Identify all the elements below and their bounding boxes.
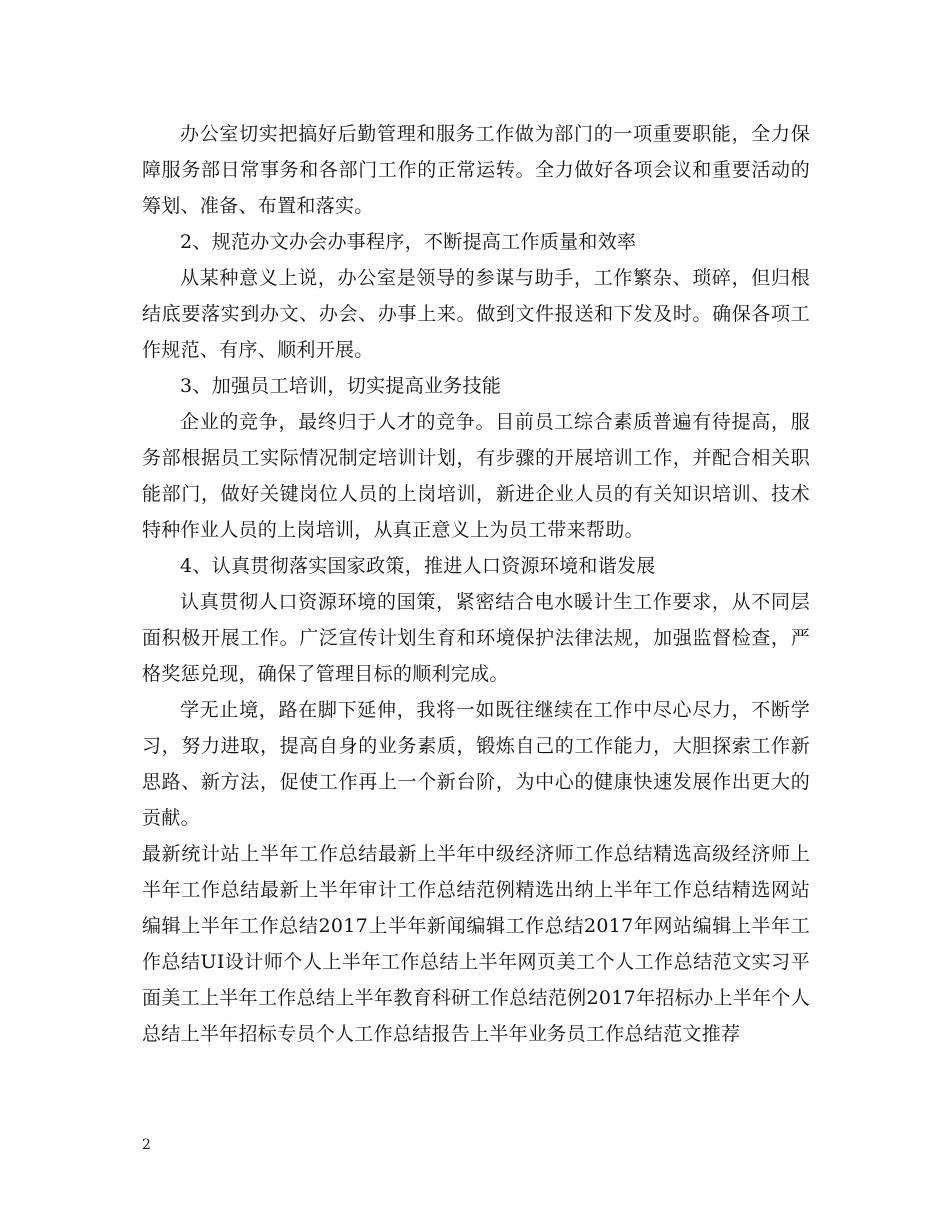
heading-national-policy: 4、认真贯彻落实国家政策，推进人口资源环境和谐发展: [180, 555, 656, 577]
paragraph-logistics: 办公室切实把搞好后勤管理和服务工作做为部门的一项重要职能，全力保障服务部日常事务和各部门工作的正常运转。全力做好各项会议和重要活动的筹划、准备、布置和落实。: [142, 123, 810, 217]
document-body: [142, 116, 810, 1052]
paragraph-policy: 认真贯彻人口资源环境的国策，紧密结合电水暖计生工作要求，从不同层面积极开展工作。广泛宣传计划生育和环境保护法律法规，加强监督检查，严格奖惩兑现，确保了管理目标的顺利完成。: [142, 591, 810, 685]
page-number: 2: [142, 1137, 151, 1153]
paragraph-conclusion: 学无止境，路在脚下延伸，我将一如既往继续在工作中尽心尽力，不断学习，努力进取，提高自身的业务素质，锻炼自己的工作能力，大胆探索工作新思路、新方法，促使工作再上一个新台阶，为中心的健康快速发展作出更大的贡献。: [142, 699, 810, 829]
related-articles-list[interactable]: 最新统计站上半年工作总结最新上半年中级经济师工作总结精选高级经济师上半年工作总结最新上半年审计工作总结范例精选出纳上半年工作总结精选网站编辑上半年工作总结2017上半年新闻编辑工作总结2017年网站编辑上半年工作总结UI设计师个人上半年工作总结上半年网页美工个人工作总结范文实习平面美工上半年工作总结上半年教育科研工作总结范例2017年招标办上半年个人总结上半年招标专员个人工作总结报告上半年业务员工作总结范文推荐: [142, 843, 810, 1045]
paragraph-office-role: 从某种意义上说，办公室是领导的参谋与助手，工作繁杂、琐碎，但归根结底要落实到办文、办会、办事上来。做到文件报送和下发及时。确保各项工作规范、有序、顺利开展。: [142, 267, 810, 361]
heading-standardize-procedures: 2、规范办文办会办事程序，不断提高工作质量和效率: [180, 231, 637, 253]
paragraph-training: 企业的竞争，最终归于人才的竞争。目前员工综合素质普遍有待提高，服务部根据员工实际情况制定培训计划，有步骤的开展培训工作，并配合相关职能部门，做好关键岗位人员的上岗培训，新进企业人员的有关知识培训、技术特种作业人员的上岗培训，从真正意义上为员工带来帮助。: [142, 411, 810, 541]
heading-staff-training: 3、加强员工培训，切实提高业务技能: [180, 375, 502, 397]
